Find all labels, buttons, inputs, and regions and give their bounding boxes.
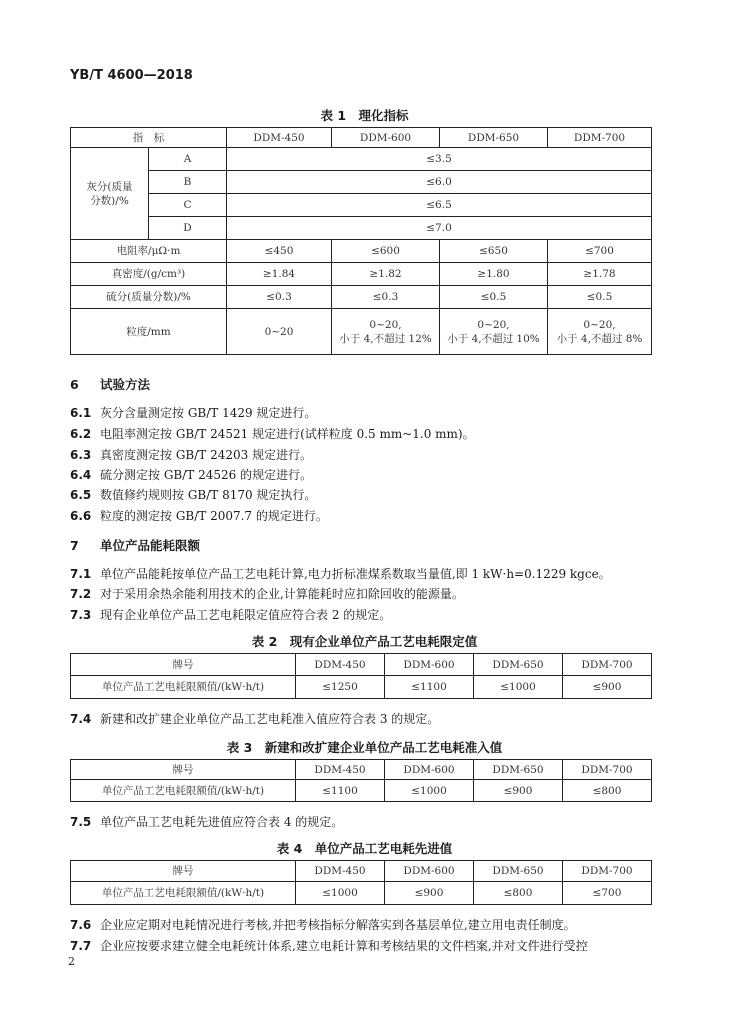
section-title: 试验方法 [100, 377, 151, 392]
table1-cell [332, 309, 440, 355]
clause-text: 数值修约规则按 GB/T 8170 规定执行。 [100, 488, 317, 502]
ash-value: ≤6.0 [227, 171, 652, 194]
clause-number: 6.4 [70, 468, 92, 482]
clause-text: 单位产品工艺电耗先进值应符合表 4 的规定。 [100, 815, 344, 829]
table3-header-row [71, 760, 652, 780]
clause-text: 企业应定期对电耗情况进行考核,并把考核指标分解落实到各基层单位,建立用电责任制度。 [100, 918, 576, 932]
clause-text: 企业应按要求建立健全电耗统计体系,建立电耗计算和考核结果的文件档案,并对文件进行受控 [100, 939, 588, 953]
standard-code: YB/T 4600—2018 [70, 68, 193, 83]
table3-row-label: 单位产品工艺电耗限额值/(kW·h/t) [71, 780, 296, 802]
table2-grade: DDM-650 [474, 654, 563, 676]
clause-number: 7.7 [70, 939, 92, 953]
table1-cell: ≤600 [332, 240, 440, 263]
table4-grade: DDM-650 [474, 861, 563, 882]
section-heading [70, 536, 200, 554]
table3-cell: ≤900 [474, 780, 563, 802]
clause [70, 425, 475, 442]
clause-number: 6.3 [70, 448, 92, 462]
table1-grade: DDM-450 [227, 128, 332, 148]
clause-text: 粒度的测定按 GB/T 2007.7 的规定进行。 [100, 509, 328, 523]
table2-row-label: 单位产品工艺电耗限额值/(kW·h/t) [71, 676, 296, 699]
table2-cell: ≤900 [563, 676, 652, 699]
table1-row [71, 240, 652, 263]
table2-grade: DDM-450 [296, 654, 385, 676]
table1-row [71, 171, 652, 194]
ash-sub-label: A [149, 148, 227, 171]
clause [70, 606, 391, 623]
table1-cell [548, 309, 652, 355]
clause [70, 937, 588, 954]
table1-cell: ≥1.78 [548, 263, 652, 286]
table3-grade: DDM-700 [563, 760, 652, 780]
table3-header-label: 牌号 [71, 760, 296, 780]
table2-grade: DDM-700 [563, 654, 652, 676]
table1-header-row [71, 128, 652, 148]
clause [70, 486, 316, 503]
table1-row [71, 286, 652, 309]
table4-cell: ≤700 [563, 882, 652, 905]
ash-label-line1: 灰分(质量 [86, 180, 133, 193]
table4-header-row [71, 861, 652, 882]
clause-number: 6.2 [70, 427, 92, 441]
clause-text: 灰分含量测定按 GB/T 1429 规定进行。 [100, 406, 317, 420]
clause-number: 7.5 [70, 815, 92, 829]
table1-grade: DDM-600 [332, 128, 440, 148]
clause-text: 现有企业单位产品工艺电耗限定值应符合表 2 的规定。 [100, 608, 392, 622]
table2-header-row [71, 654, 652, 676]
clause [70, 585, 464, 602]
table1-row [71, 263, 652, 286]
table2-cell: ≤1000 [474, 676, 563, 699]
clause-text: 硫分测定按 GB/T 24526 的规定进行。 [100, 468, 313, 482]
clause [70, 466, 312, 483]
table1-cell: ≤650 [440, 240, 548, 263]
table4-cell: ≤800 [474, 882, 563, 905]
ash-value: ≤7.0 [227, 217, 652, 240]
table1-grade: DDM-650 [440, 128, 548, 148]
table1-cell: ≥1.80 [440, 263, 548, 286]
clause-text: 单位产品能耗按单位产品工艺电耗计算,电力折标准煤系数取当量值,即 1 kW·h=0.1229 kgce。 [100, 567, 611, 581]
clause-number: 7.6 [70, 918, 92, 932]
particle-range: 0~20, [369, 318, 402, 331]
clause-number: 7.4 [70, 712, 92, 726]
table1-row [71, 148, 652, 171]
table2 [70, 653, 652, 699]
table2-cell: ≤1100 [385, 676, 474, 699]
table1-cell: ≤0.3 [227, 286, 332, 309]
clause-number: 7.3 [70, 608, 92, 622]
clause-number: 7.2 [70, 587, 92, 601]
table4-caption: 表 4 单位产品工艺电耗先进值 [276, 841, 453, 856]
particle-label: 粒度/mm [71, 309, 227, 355]
table1-row [71, 309, 652, 355]
table4-grade: DDM-700 [563, 861, 652, 882]
clause-number: 6.5 [70, 488, 92, 502]
table3-caption: 表 3 新建和改扩建企业单位产品工艺电耗准入值 [226, 740, 503, 755]
table4-grade: DDM-600 [385, 861, 474, 882]
clause-number: 7.1 [70, 567, 92, 581]
clause-number: 6.1 [70, 406, 92, 420]
clause-text: 对于采用余热余能利用技术的企业,计算能耗时应扣除回收的能源量。 [100, 587, 464, 601]
row-label: 电阻率/μΩ·m [71, 240, 227, 263]
particle-range: 0~20, [477, 318, 510, 331]
clause [70, 507, 328, 524]
table1-caption: 表 1 理化指标 [320, 108, 409, 123]
ash-sub-label: C [149, 194, 227, 217]
table1-row [71, 217, 652, 240]
ash-label-line2: 分数)/% [90, 194, 129, 207]
table3-grade: DDM-650 [474, 760, 563, 780]
table1-cell: ≥1.84 [227, 263, 332, 286]
particle-range: 0~20, [583, 318, 616, 331]
table2-grade: DDM-600 [385, 654, 474, 676]
particle-limit: 小于 4,不超过 8% [556, 332, 643, 345]
table2-caption: 表 2 现有企业单位产品工艺电耗限定值 [251, 634, 478, 649]
table1-cell: ≤700 [548, 240, 652, 263]
table4-grade: DDM-450 [296, 861, 385, 882]
section-number: 7 [70, 538, 79, 553]
clause-text: 真密度测定按 GB/T 24203 规定进行。 [100, 448, 313, 462]
ash-label [71, 148, 149, 240]
table4-cell: ≤1000 [296, 882, 385, 905]
page-number: 2 [68, 955, 75, 968]
clause-text: 新建和改扩建企业单位产品工艺电耗准入值应符合表 3 的规定。 [100, 712, 440, 726]
table4-row-label: 单位产品工艺电耗限额值/(kW·h/t) [71, 882, 296, 905]
row-label: 真密度/(g/cm³) [71, 263, 227, 286]
table1-cell: ≤450 [227, 240, 332, 263]
clause [70, 916, 576, 933]
table1-col-header: 指 标 [71, 128, 227, 148]
table3-row [71, 780, 652, 802]
clause-number: 6.6 [70, 509, 92, 523]
clause-text: 电阻率测定按 GB/T 24521 规定进行(试样粒度 0.5 mm~1.0 mm)。 [100, 427, 475, 441]
clause [70, 446, 312, 463]
table1-cell [440, 309, 548, 355]
clause [70, 404, 316, 421]
particle-limit: 小于 4,不超过 12% [339, 332, 432, 345]
table4-row [71, 882, 652, 905]
clause [70, 565, 611, 582]
ash-value: ≤3.5 [227, 148, 652, 171]
table1 [70, 127, 652, 355]
table1-cell: ≥1.82 [332, 263, 440, 286]
table2-header-label: 牌号 [71, 654, 296, 676]
table2-cell: ≤1250 [296, 676, 385, 699]
section-number: 6 [70, 377, 79, 392]
table1-cell: ≤0.3 [332, 286, 440, 309]
ash-value: ≤6.5 [227, 194, 652, 217]
table4-cell: ≤900 [385, 882, 474, 905]
table2-row [71, 676, 652, 699]
table1-row [71, 194, 652, 217]
section-heading [70, 375, 150, 393]
ash-sub-label: B [149, 171, 227, 194]
table3-cell: ≤1100 [296, 780, 385, 802]
section-title: 单位产品能耗限额 [100, 538, 201, 553]
row-label: 硫分(质量分数)/% [71, 286, 227, 309]
table4 [70, 860, 652, 905]
clause [70, 710, 439, 727]
table3-grade: DDM-600 [385, 760, 474, 780]
table1-cell: 0~20 [227, 309, 332, 355]
table3 [70, 759, 652, 802]
table1-grade: DDM-700 [548, 128, 652, 148]
table3-grade: DDM-450 [296, 760, 385, 780]
particle-limit: 小于 4,不超过 10% [447, 332, 540, 345]
table3-cell: ≤800 [563, 780, 652, 802]
table4-header-label: 牌号 [71, 861, 296, 882]
table3-cell: ≤1000 [385, 780, 474, 802]
ash-sub-label: D [149, 217, 227, 240]
table1-cell: ≤0.5 [440, 286, 548, 309]
table1-cell: ≤0.5 [548, 286, 652, 309]
clause [70, 813, 343, 830]
